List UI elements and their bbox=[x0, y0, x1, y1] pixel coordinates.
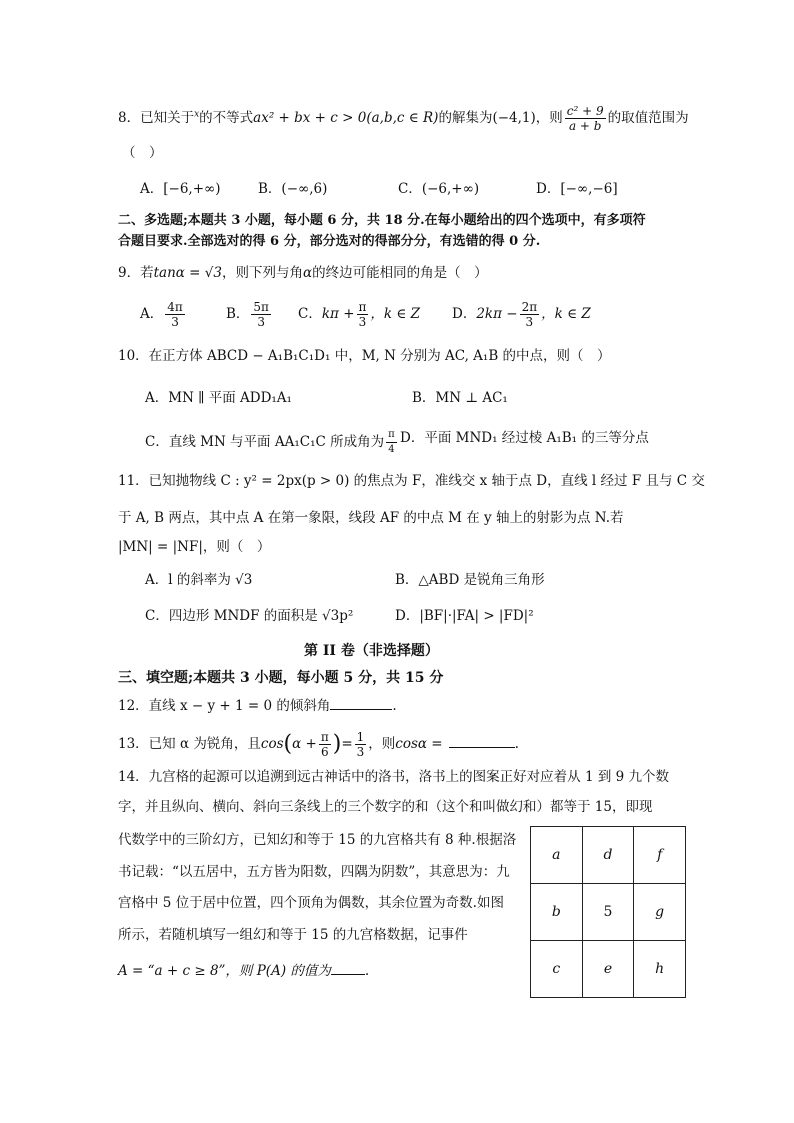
q9-text: 9．若 bbox=[118, 265, 154, 281]
q10-option-a: A．MN ∥ 平面 ADD₁A₁ bbox=[145, 390, 292, 406]
q11-stem-line2: 于 A, B 两点，其中点 A 在第一象限，线段 AF 的中点 M 在 y 轴上的射影为点 N.若 bbox=[118, 510, 624, 526]
q12-text: 12．直线 x − y + 1 = 0 的倾斜角 bbox=[118, 698, 331, 714]
q9-d-pre: 2kπ − bbox=[476, 306, 518, 322]
q8-stem bbox=[118, 104, 689, 133]
magic-square-grid bbox=[530, 826, 686, 998]
q8-option-a bbox=[140, 179, 221, 199]
part2-title: 第 II 卷（非选择题） bbox=[304, 643, 439, 659]
q9-d-frac bbox=[520, 300, 540, 329]
section3-heading: 三、填空题;本题共 3 小题，每小题 5 分，共 15 分 bbox=[118, 670, 444, 686]
q9-c-pre: kπ + bbox=[321, 306, 355, 322]
q8-text: 的解集为 bbox=[438, 110, 493, 126]
q14-line7 bbox=[118, 960, 369, 981]
q9-option-label: C． bbox=[298, 306, 322, 322]
section2-heading: 二、多选题;本题共 3 小题，每小题 6 分，共 18 分.在每小题给出的四个选项中，有多项符 bbox=[118, 213, 646, 228]
q8-text: 的取值范围为 bbox=[607, 110, 689, 126]
q8-answer-paren: （ ） bbox=[122, 145, 163, 161]
q9-option-b bbox=[226, 300, 273, 329]
q11-option-c: C．四边形 MNDF 的面积是 √3p² bbox=[145, 608, 354, 624]
q9-text: 的终边可能相同的角是（ ） bbox=[312, 265, 488, 281]
q8-option-text: [−6,+∞) bbox=[163, 181, 221, 197]
q9-text: ，则下列与角 bbox=[221, 265, 303, 281]
q9-c-frac bbox=[357, 300, 369, 329]
q14-answer-blank[interactable] bbox=[331, 960, 365, 975]
q12-end: . bbox=[392, 698, 397, 714]
q8-option-label: C． bbox=[398, 181, 422, 197]
q10-option-d: D．平面 MND₁ 经过棱 A₁B₁ 的三等分点 bbox=[400, 430, 649, 446]
q10-c-frac bbox=[386, 428, 397, 457]
q13-cos: cos bbox=[260, 736, 284, 752]
q9-b-den: 3 bbox=[257, 315, 265, 329]
q13-inner-frac bbox=[319, 730, 331, 759]
q13-text: 13．已知 α 为锐角，且 bbox=[118, 736, 261, 752]
q9-c-post: ，k ∈ Z bbox=[370, 306, 421, 322]
grid-row bbox=[531, 827, 686, 884]
q9-stem bbox=[118, 263, 488, 283]
q9-option-d bbox=[452, 300, 591, 329]
q10-stem: 10．在正方体 ABCD − A₁B₁C₁D₁ 中，M, N 分别为 AC, A₁B 的中点，则（ ） bbox=[118, 348, 611, 364]
q13-rhs-num: 1 bbox=[356, 730, 365, 744]
q8-option-text: [−∞,−6] bbox=[560, 181, 618, 197]
q13-stem bbox=[118, 729, 519, 760]
q8-inequality: ax² + bx + c > 0(a,b,c ∈ R) bbox=[253, 110, 439, 126]
q8-text: ，则 bbox=[535, 110, 563, 126]
q14-line2: 字，并且纵向、横向、斜向三条线上的三个数字的和（这个和叫做幻和）都等于 15，即现 bbox=[118, 799, 653, 815]
q8-option-text: (−6,+∞) bbox=[421, 181, 480, 197]
q10-c-num: π bbox=[386, 428, 397, 443]
q9-option-label: B． bbox=[226, 306, 250, 322]
q13-answer-blank[interactable] bbox=[449, 733, 515, 748]
q9-option-c bbox=[298, 300, 420, 329]
q9-d-den: 3 bbox=[525, 315, 534, 329]
q8-option-c bbox=[398, 179, 479, 199]
q9-condition: tanα = √3 bbox=[153, 265, 222, 281]
grid-cell: g bbox=[634, 884, 686, 941]
q11-option-a: A．l 的斜率为 √3 bbox=[145, 572, 253, 588]
q14-line4: 书记载：“以五居中，五方皆为阳数，四隅为阴数”，其意思为：九 bbox=[118, 864, 510, 880]
q10-option-b: B．MN ⊥ AC₁ bbox=[412, 390, 508, 406]
q8-var: x bbox=[194, 109, 200, 120]
q14-line6: 所示，若随机填写一组幻和等于 15 的九宫格数据，记事件 bbox=[118, 927, 468, 943]
q14-event-text: A = “a + c ≥ 8”，则 P(A) 的值为 bbox=[118, 963, 331, 979]
q13-inner-num: π bbox=[320, 730, 329, 744]
grid-row bbox=[531, 884, 686, 941]
q13-inner: α + bbox=[292, 736, 317, 752]
q13-paren-open: ( bbox=[283, 731, 293, 757]
q13-text: ，则 bbox=[368, 736, 396, 752]
grid-cell: b bbox=[531, 884, 583, 941]
grid-row bbox=[531, 941, 686, 998]
q13-eq: = bbox=[341, 736, 353, 752]
q8-option-label: D． bbox=[536, 181, 561, 197]
q9-d-num: 2π bbox=[521, 300, 538, 314]
q14-line5: 宫格中 5 位于居中位置，四个顶角为偶数，其余位置为奇数.如图 bbox=[118, 895, 504, 911]
q9-option-label: A． bbox=[140, 306, 164, 322]
q14-line3: 代数学中的三阶幻方，已知幻和等于 15 的九宫格共有 8 种.根据洛 bbox=[118, 832, 517, 848]
q12-answer-blank[interactable] bbox=[330, 695, 392, 710]
q8-option-label: A． bbox=[140, 181, 164, 197]
q8-option-b bbox=[258, 179, 327, 199]
q9-b-frac bbox=[251, 300, 271, 329]
q14-end: . bbox=[364, 963, 370, 979]
grid-cell: a bbox=[531, 827, 583, 884]
q10-option-c bbox=[145, 428, 399, 457]
q8-text: 的不等式 bbox=[199, 110, 254, 126]
grid-cell: d bbox=[582, 827, 634, 884]
q9-option-label: D． bbox=[452, 306, 477, 322]
q9-a-num: 4π bbox=[167, 300, 183, 314]
q8-frac-num: c² + 9 bbox=[566, 104, 604, 118]
q8-option-d bbox=[536, 179, 618, 199]
grid-cell: 5 bbox=[582, 884, 634, 941]
q11-stem-line1: 11．已知抛物线 C : y² = 2px(p > 0) 的焦点为 F，准线交 x 轴于点 D，直线 l 经过 F 且与 C 交 bbox=[118, 473, 705, 489]
q13-ask: cosα = bbox=[395, 736, 443, 752]
q13-inner-den: 6 bbox=[320, 745, 329, 759]
grid-cell: h bbox=[634, 941, 686, 998]
q9-c-den: 3 bbox=[358, 315, 367, 329]
q9-c-num: π bbox=[358, 300, 367, 314]
section2-heading-cont: 合题目要求.全部选对的得 6 分，部分选对的得部分分，有选错的得 0 分. bbox=[118, 234, 541, 249]
grid-cell: e bbox=[582, 941, 634, 998]
q11-option-d: D．|BF|·|FA| > |FD|² bbox=[395, 608, 534, 624]
q8-option-label: B． bbox=[258, 181, 282, 197]
q10-c-den: 4 bbox=[388, 444, 395, 455]
q12-stem bbox=[118, 695, 397, 716]
q9-a-frac bbox=[165, 300, 185, 329]
q9-d-post: ，k ∈ Z bbox=[541, 306, 591, 322]
q9-option-a bbox=[140, 300, 187, 329]
q11-option-b: B．△ABD 是锐角三角形 bbox=[395, 572, 545, 588]
q13-paren-close: ) bbox=[332, 731, 342, 757]
q8-frac-den: a + b bbox=[568, 119, 602, 133]
q8-interval: (−4,1) bbox=[492, 110, 536, 126]
grid-cell: c bbox=[531, 941, 583, 998]
q13-rhs-den: 3 bbox=[356, 745, 365, 759]
q8-text: 8．已知关于 bbox=[118, 110, 195, 126]
q13-rhs-frac bbox=[355, 730, 367, 759]
q8-fraction bbox=[565, 104, 606, 133]
q8-option-text: (−∞,6) bbox=[281, 181, 328, 197]
q11-stem-line3: |MN| = |NF|，则（ ） bbox=[118, 539, 271, 555]
q13-end: . bbox=[514, 736, 519, 752]
grid-cell: f bbox=[634, 827, 686, 884]
q10-c-text: C．直线 MN 与平面 AA₁C₁C 所成角为 bbox=[145, 434, 385, 450]
q9-b-num: 5π bbox=[253, 300, 269, 314]
q9-alpha: α bbox=[302, 265, 313, 281]
q14-line1: 14．九宫格的起源可以追溯到远古神话中的洛书，洛书上的图案正好对应着从 1 到 9 九个数 bbox=[118, 769, 670, 785]
q9-a-den: 3 bbox=[171, 315, 179, 329]
